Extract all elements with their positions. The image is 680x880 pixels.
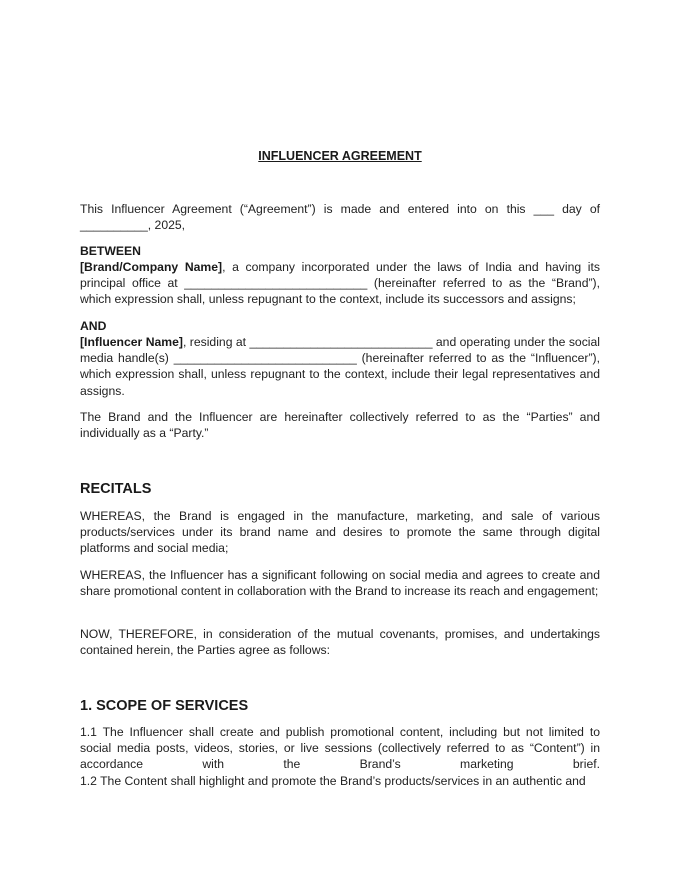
parties-paragraph: The Brand and the Influencer are hereinafter collectively referred to as the “Parties” and individually as a “Party.” bbox=[80, 410, 600, 441]
and-label: AND bbox=[80, 319, 107, 333]
recitals-heading: RECITALS bbox=[80, 481, 152, 497]
influencer-name-placeholder: [Influencer Name] bbox=[80, 335, 183, 349]
brand-paragraph bbox=[80, 259, 600, 308]
scope-clause-1-2: 1.2 The Content shall highlight and promote the Brand’s products/services in an authentic and bbox=[80, 774, 586, 788]
between-label: BETWEEN bbox=[80, 244, 141, 258]
recital-paragraph-1: WHEREAS, the Brand is engaged in the manufacture, marketing, and sale of various products/services under its brand name and desires to promote the same through digital platforms and social media; bbox=[80, 509, 600, 556]
scope-heading: 1. SCOPE OF SERVICES bbox=[80, 698, 249, 714]
brand-description: , a company incorporated under the laws of India and having its principal office at ___________________________ (hereinafter referred to as the “Brand”), which expression shall, unless repugnant to the context, include its successors and assigns; bbox=[80, 260, 600, 307]
brand-name-placeholder: [Brand/Company Name] bbox=[80, 260, 223, 274]
influencer-paragraph bbox=[80, 334, 600, 399]
recital-paragraph-3: NOW, THEREFORE, in consideration of the mutual covenants, promises, and undertakings contained herein, the Parties agree as follows: bbox=[80, 627, 600, 658]
influencer-description: , residing at ___________________________ and operating under the social media handle(s) ___________________________ (hereinafter referred to as the “Influencer”), which expression shall, unless repugnant to the context, include their legal representatives and assigns. bbox=[80, 335, 600, 398]
document-title: INFLUENCER AGREEMENT bbox=[258, 149, 422, 163]
recital-paragraph-2: WHEREAS, the Influencer has a significant following on social media and agrees to create and share promotional content in collaboration with the Brand to increase its reach and engagement; bbox=[80, 568, 600, 599]
scope-clause-1-1: 1.1 The Influencer shall create and publish promotional content, including but not limited to social media posts, videos, stories, or live sessions (collectively referred to as “Content”) in accordance with the Brand’s marketing brief. bbox=[80, 725, 600, 772]
intro-paragraph: This Influencer Agreement (“Agreement”) is made and entered into on this ___ day of __________, 2025, bbox=[80, 202, 600, 233]
